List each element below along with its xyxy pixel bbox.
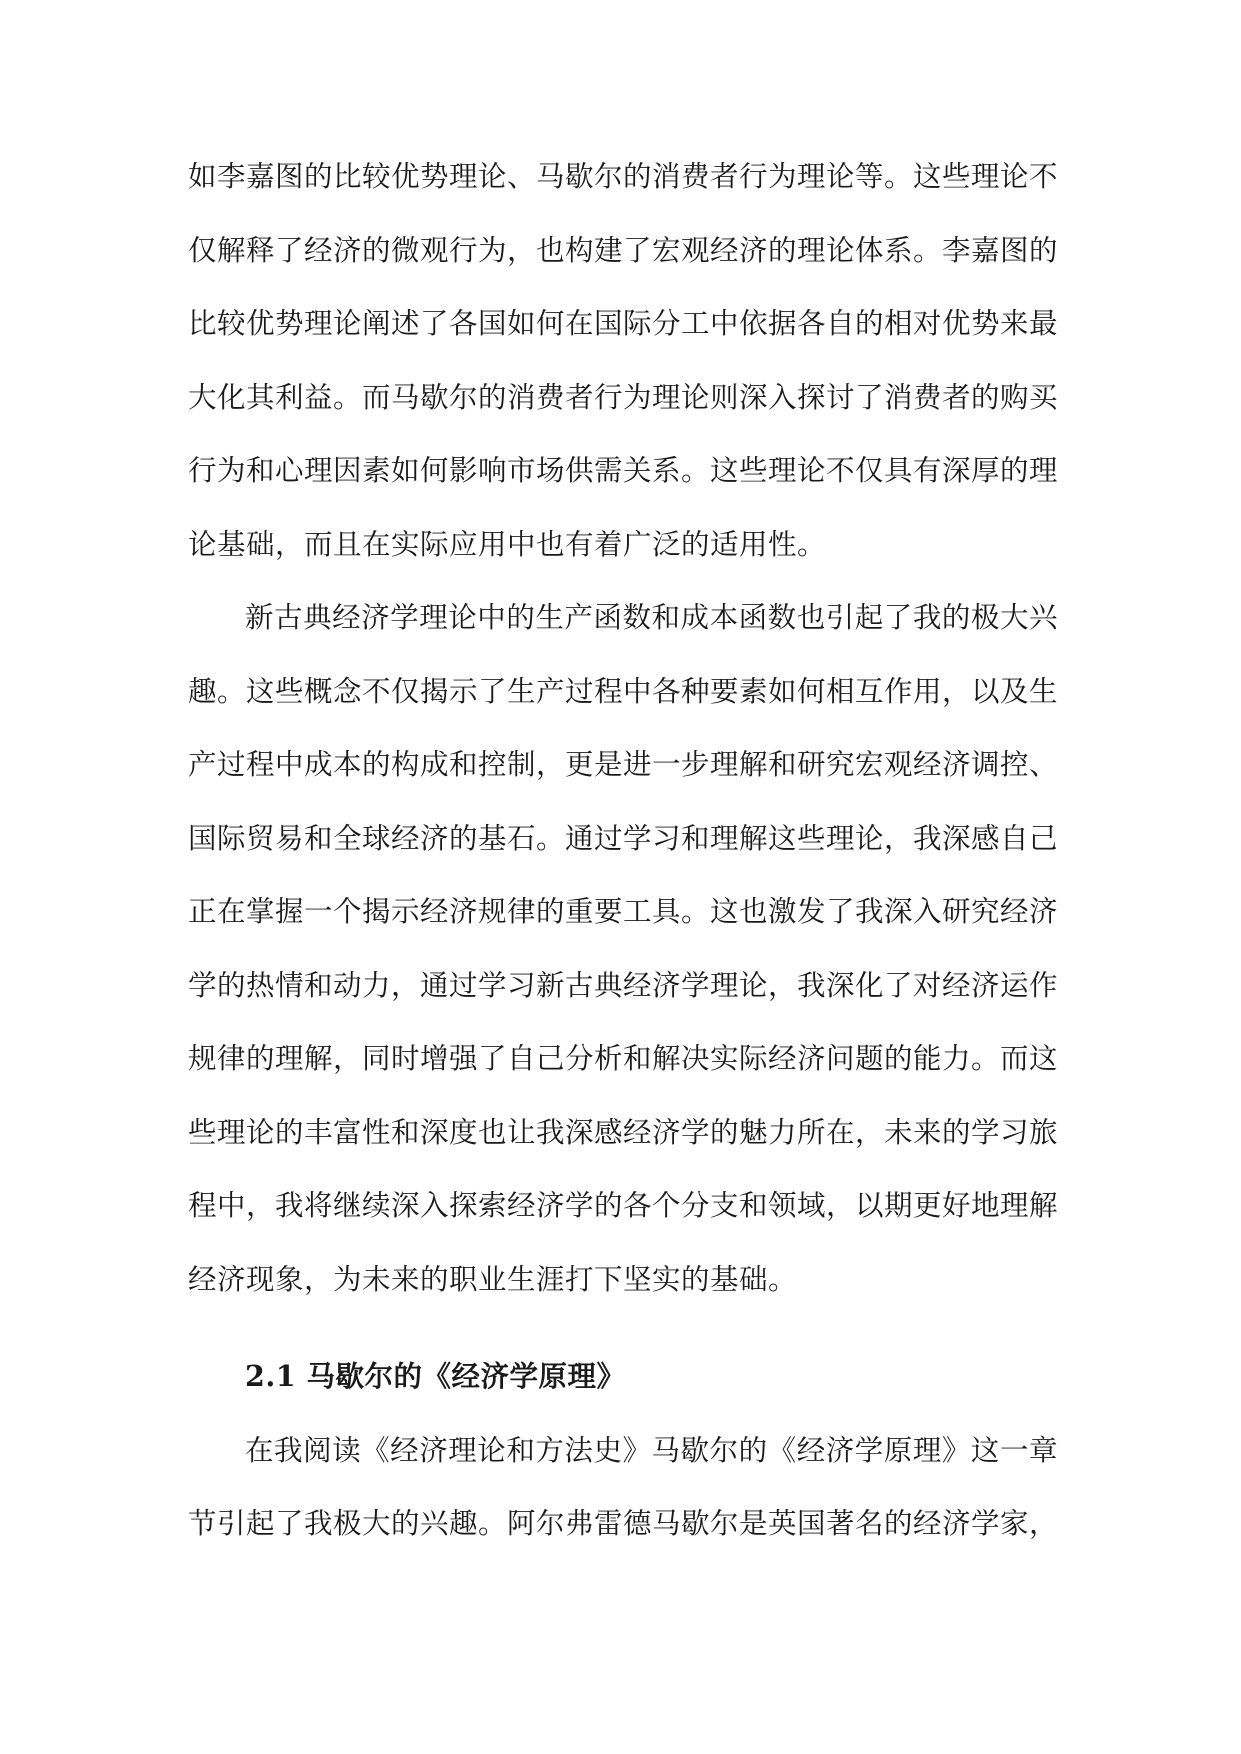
section-heading: 2.1 马歇尔的《经济学原理》 (245, 1359, 626, 1393)
body-paragraph: 新古典经济学理论中的生产函数和成本函数也引起了我的极大兴趣。这些概念不仅揭示了生产过程中各种要素如何相互作用，以及生产过程中成本的构成和控制，更是进一步理解和研究宏观经济调控、国际贸易和全球经济的基石。通过学习和理解这些理论，我深感自己正在掌握一个揭示经济规律的重要工具。这也激发了我深入研究经济学的热情和动力，通过学习新古典经济学理论，我深化了对经济运作规律的理解，同时增强了自己分析和解决实际经济问题的能力。而这些理论的丰富性和深度也让我深感经济学的魅力所在，未来的学习旅程中，我将继续深入探索经济学的各个分支和领域，以期更好地理解经济现象，为未来的职业生涯打下坚实的基础。 (188, 601, 1059, 1296)
body-paragraph: 如李嘉图的比较优势理论、马歇尔的消费者行为理论等。这些理论不仅解释了经济的微观行为，也构建了宏观经济的理论体系。李嘉图的比较优势理论阐述了各国如何在国际分工中依据各自的相对优势来最大化其利益。而马歇尔的消费者行为理论则深入探讨了消费者的购买行为和心理因素如何影响市场供需关系。这些理论不仅具有深厚的理论基础，而且在实际应用中也有着广泛的适用性。 (188, 160, 1059, 561)
page-body (188, 140, 1058, 1561)
body-paragraph: 在我阅读《经济理论和方法史》马歇尔的《经济学原理》这一章节引起了我极大的兴趣。阿尔弗雷德马歇尔是英国著名的经济学家， (188, 1433, 1059, 1540)
